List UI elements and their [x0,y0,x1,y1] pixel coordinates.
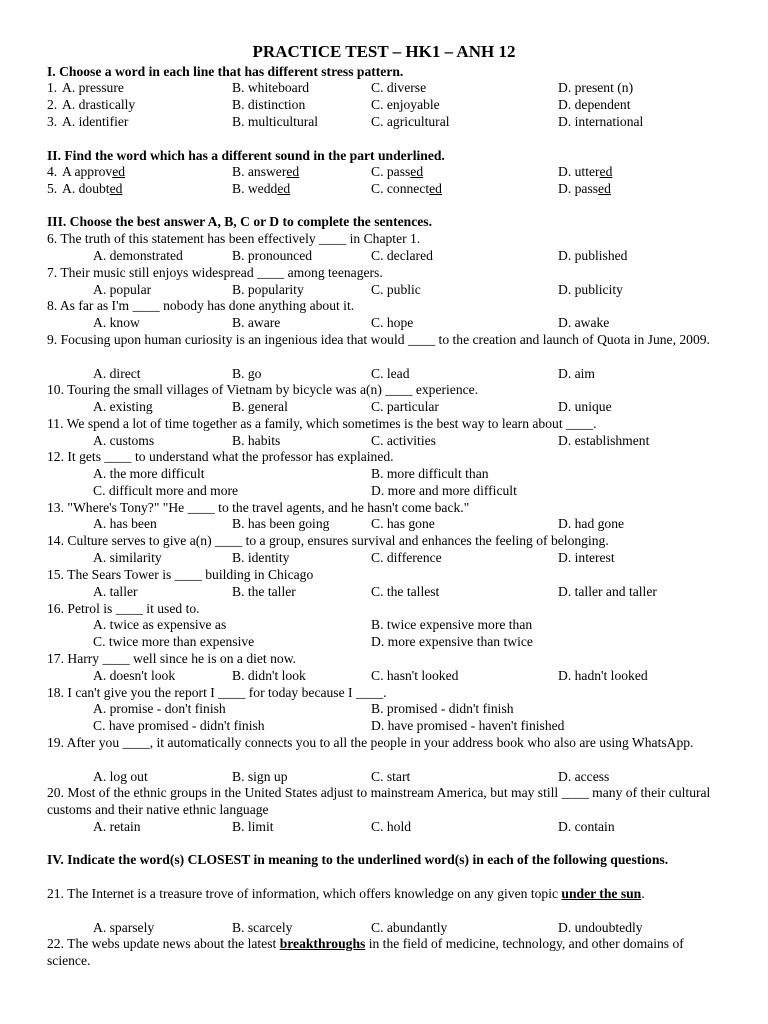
option-b: B. popularity [232,282,304,297]
option-a: A. know [93,315,140,330]
option-b: B. has been going [232,516,330,531]
option-d: D. more expensive than twice [371,634,533,649]
question-19-options [0,769,768,786]
option-c: C. public [371,282,421,297]
option-b: B. pronounced [232,248,313,263]
option-b: B. the taller [232,584,296,599]
stem-text: 21. The Internet is a treasure trove of information, which offers knowledge on any given topic [47,886,562,901]
option-c: C. hold [371,819,412,834]
option-d: D. publicity [558,282,623,297]
underlined-part: ed [599,164,613,179]
question-11-options [0,433,768,450]
option-c: C. activities [371,433,436,448]
question-2 [0,97,768,114]
question-19-stem: 19. After you ____, it automatically connects you to all the people in your address book who also are using WhatsApp. [47,735,694,750]
option-d: D. dependent [558,97,631,112]
question-12-options-row2 [0,483,768,500]
option-c: C. hope [371,315,414,330]
question-4 [0,164,768,181]
option-b [232,181,290,198]
option-c: C. has gone [371,516,435,531]
option-b: B. distinction [232,97,306,112]
page-title: PRACTICE TEST – HK1 – ANH 12 [252,42,516,61]
option-text: B. answer [232,164,287,179]
option-a: A. drastically [62,97,136,112]
option-b: B. twice expensive more than [371,617,533,632]
underlined-part: ed [112,164,126,179]
option-b: B. limit [232,819,274,834]
question-21-options [0,920,768,937]
option-d: D. establishment [558,433,650,448]
option-d: D. awake [558,315,610,330]
option-b: B. promised - didn't finish [371,701,514,716]
section-1-heading: I. Choose a word in each line that has different stress pattern. [47,64,404,79]
question-15-options [0,584,768,601]
question-20-options [0,819,768,836]
option-c: C. hasn't looked [371,668,459,683]
question-13-options [0,516,768,533]
underlined-phrase: under the sun [561,886,642,901]
option-d [558,181,611,198]
option-c: C. lead [371,366,410,381]
option-d: D. present (n) [558,80,634,95]
option-d: D. international [558,114,644,129]
option-text: D. pass [558,181,599,196]
option-d: D. contain [558,819,615,834]
option-text: A approv [62,164,113,179]
question-7-stem: 7. Their music still enjoys widespread ____ among teenagers. [47,265,383,280]
option-text: C. pass [371,164,411,179]
option-a: A. sparsely [93,920,155,935]
question-13-stem: 13. "Where's Tony?" "He ____ to the travel agents, and he hasn't come back." [47,500,470,515]
underlined-part: ed [109,181,123,196]
option-c [371,164,423,181]
option-c: C. agricultural [371,114,450,129]
question-21-stem [47,886,719,903]
option-b: B. scarcely [232,920,293,935]
option-d: D. published [558,248,628,263]
option-b [232,164,299,181]
option-b: B. didn't look [232,668,306,683]
option-c: C. enjoyable [371,97,440,112]
option-b: B. sign up [232,769,288,784]
question-15-stem: 15. The Sears Tower is ____ building in Chicago [47,567,314,582]
question-9-stem: 9. Focusing upon human curiosity is an ingenious idea that would ____ to the creation and launch of Quota in June, 2009. [47,332,710,347]
option-c: C. particular [371,399,439,414]
option-d: D. have promised - haven't finished [371,718,565,733]
question-10-stem: 10. Touring the small villages of Vietnam by bicycle was a(n) ____ experience. [47,382,479,397]
option-d: D. hadn't looked [558,668,648,683]
underlined-part: ed [429,181,442,196]
question-16-options-row2 [0,634,768,651]
question-17-options [0,668,768,685]
option-c [371,181,442,198]
question-number: 4. [47,164,58,179]
question-5 [0,181,768,198]
option-text: B. wedd [232,181,278,196]
option-d: D. undoubtedly [558,920,643,935]
option-a: A. popular [93,282,152,297]
question-14-stem: 14. Culture serves to give a(n) ____ to a group, ensures survival and enhances the feeling of belonging. [47,533,609,548]
stem-end: in the field of medicine, technology, and other domains of science. [47,936,684,968]
section-4-heading: IV. Indicate the word(s) CLOSEST in meaning to the underlined word(s) in each of the following questions. [47,852,669,867]
option-a: A. similarity [93,550,162,565]
option-c: C. difference [371,550,442,565]
option-a: A. pressure [62,80,124,95]
option-a: A. retain [93,819,141,834]
option-a: A. twice as expensive as [93,617,227,632]
option-c: C. diverse [371,80,427,95]
option-b: B. habits [232,433,281,448]
option-a [62,181,122,198]
option-a: A. customs [93,433,155,448]
question-11-stem: 11. We spend a lot of time together as a family, which sometimes is the best way to learn about ____. [47,416,597,431]
option-a: A. has been [93,516,157,531]
option-c: C. the tallest [371,584,440,599]
option-d: D. aim [558,366,595,381]
option-a: A. the more difficult [93,466,205,481]
option-b: B. go [232,366,262,381]
option-c: C. declared [371,248,433,263]
option-b: B. more difficult than [371,466,489,481]
question-1 [0,80,768,97]
question-12-options-row1 [0,466,768,483]
question-number: 2. [47,97,58,112]
option-c: C. abundantly [371,920,448,935]
question-6-stem: 6. The truth of this statement has been effectively ____ in Chapter 1. [47,231,421,246]
question-20-stem: 20. Most of the ethnic groups in the United States adjust to mainstream America, but may still ____ many of their cultural customs and their native ethnic language [47,785,711,817]
option-a: A. existing [93,399,153,414]
option-d: D. interest [558,550,615,565]
question-22-stem [47,936,719,970]
option-b: B. whiteboard [232,80,310,95]
option-d: D. had gone [558,516,625,531]
question-14-options [0,550,768,567]
question-3 [0,114,768,131]
option-c: C. twice more than expensive [93,634,255,649]
option-a [62,164,125,181]
question-18-options-row1 [0,701,768,718]
option-a: A. promise - don't finish [93,701,226,716]
underlined-phrase: breakthroughs [279,936,366,951]
question-16-stem: 16. Petrol is ____ it used to. [47,601,200,616]
question-18-stem: 18. I can't give you the report I ____ for today because I ____. [47,685,387,700]
option-b: B. aware [232,315,281,330]
option-d: D. taller and taller [558,584,657,599]
underlined-part: ed [598,181,611,196]
question-number: 5. [47,181,58,196]
question-10-options [0,399,768,416]
section-2-heading: II. Find the word which has a different sound in the part underlined. [47,148,445,163]
option-a: A. doesn't look [93,668,176,683]
question-number: 1. [47,80,58,95]
question-17-stem: 17. Harry ____ well since he is on a diet now. [47,651,297,666]
option-d [558,164,612,181]
underlined-part: ed [286,164,300,179]
option-text: C. connect [371,181,430,196]
option-a: A. direct [93,366,141,381]
underlined-part: ed [277,181,291,196]
question-6-options [0,248,768,265]
option-a: A. taller [93,584,138,599]
stem-text: 22. The webs update news about the latest [47,936,280,951]
option-d: D. more and more difficult [371,483,517,498]
option-d: D. access [558,769,610,784]
underlined-part: ed [410,164,424,179]
option-text: A. doubt [62,181,110,196]
option-b: B. multicultural [232,114,319,129]
option-a: A. log out [93,769,148,784]
option-text: D. utter [558,164,600,179]
question-8-stem: 8. As far as I'm ____ nobody has done anything about it. [47,298,355,313]
section-3-heading: III. Choose the best answer A, B, C or D to complete the sentences. [47,214,432,229]
stem-end: . [641,886,645,901]
option-d: D. unique [558,399,612,414]
option-a: A. demonstrated [93,248,183,263]
question-18-options-row2 [0,718,768,735]
question-number: 3. [47,114,58,129]
question-7-options [0,282,768,299]
question-8-options [0,315,768,332]
option-c: C. start [371,769,411,784]
option-b: B. general [232,399,288,414]
question-9-options [0,366,768,383]
option-c: C. difficult more and more [93,483,239,498]
option-c: C. have promised - didn't finish [93,718,265,733]
question-16-options-row1 [0,617,768,634]
option-a: A. identifier [62,114,129,129]
option-b: B. identity [232,550,290,565]
question-12-stem: 12. It gets ____ to understand what the professor has explained. [47,449,394,464]
